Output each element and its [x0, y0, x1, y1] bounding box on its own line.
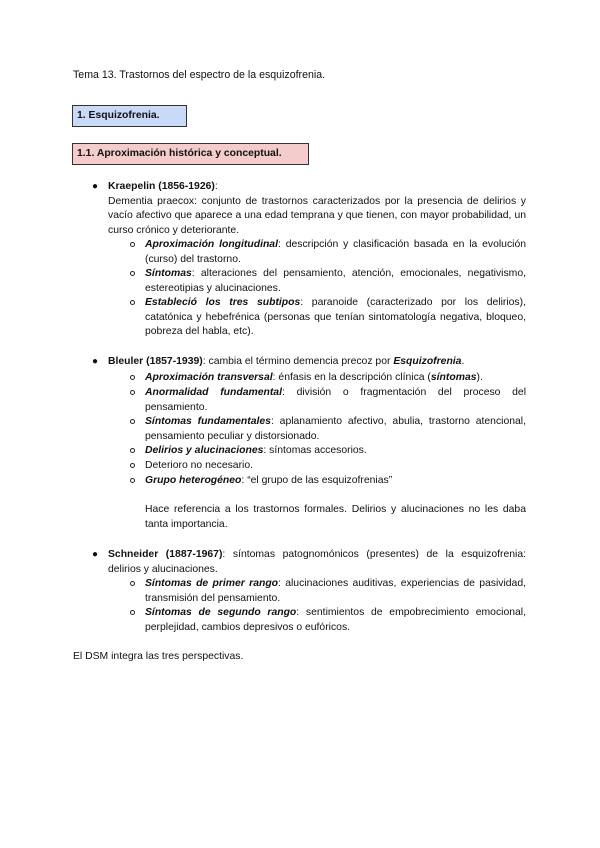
- schneider-text: : síntomas patognomónicos (presentes) de la esquizofrenia: delirios y alucinaciones.: [108, 549, 526, 575]
- topic-title: Tema 13. Trastornos del espectro de la esquizofrenia.: [73, 69, 326, 81]
- bleuler-item-2-text: : división o fragmentación del proceso del pensamiento.: [145, 387, 527, 413]
- circle-bullet-icon: [130, 610, 135, 615]
- kraepelin-section: [108, 180, 526, 238]
- kraepelin-item-3: [145, 296, 526, 340]
- bullet-icon: ●: [92, 356, 99, 367]
- bleuler-item-1-term: Aproximación transversal: [145, 372, 273, 383]
- bleuler-section: [108, 355, 526, 370]
- bleuler-item-6: [145, 474, 526, 489]
- kraepelin-description: Dementia praecox: conjunto de trastornos caracterizados por la presencia de delirios y vacío afectivo que aparece a una edad temprana y que tienen, con mayor probabilidad, un curso crónico y deteriorante.: [108, 195, 526, 236]
- bleuler-text: : cambia el término demencia precoz por: [202, 356, 394, 367]
- kraepelin-name: Kraepelin (1856-1926): [108, 181, 215, 192]
- heading-section-1-1: 1.1. Aproximación histórica y conceptual.: [72, 143, 309, 165]
- schneider-item-2: [145, 606, 526, 635]
- bleuler-item-6-text: : “el grupo de las esquizofrenias”: [241, 475, 393, 486]
- kraepelin-item-1-text: : descripción y clasificación basada en la evolución (curso) del trastorno.: [145, 239, 527, 265]
- circle-bullet-icon: [130, 300, 135, 305]
- bullet-icon: ●: [92, 181, 99, 192]
- bullet-icon: ●: [92, 549, 99, 560]
- bleuler-term: Esquizofrenia: [393, 356, 462, 367]
- schneider-item-1: [145, 577, 526, 606]
- kraepelin-item-2: [145, 267, 526, 296]
- schneider-item-1-text: : alucinaciones auditivas, experiencias de pasividad, transmisión del pensamiento.: [145, 578, 526, 604]
- bleuler-note: Hace referencia a los trastornos formales. Delirios y alucinaciones no les daba tanta importancia.: [145, 504, 526, 530]
- bleuler-item-1-end: ).: [476, 372, 483, 383]
- bleuler-item-4: [145, 444, 526, 459]
- schneider-name: Schneider (1887-1967): [108, 549, 223, 560]
- kraepelin-item-3-term: Estableció los tres subtipos: [145, 297, 301, 308]
- circle-bullet-icon: [130, 581, 135, 586]
- kraepelin-item-2-term: Síntomas: [145, 268, 192, 279]
- heading-section-1: 1. Esquizofrenia.: [72, 105, 187, 127]
- kraepelin-item-1-term: Aproximación longitudinal: [145, 239, 278, 250]
- circle-bullet-icon: [130, 419, 135, 424]
- bleuler-item-1: [145, 371, 526, 386]
- bleuler-item-1-term2: síntomas: [430, 372, 477, 383]
- bleuler-end: .: [461, 356, 465, 367]
- bleuler-item-1-text: : énfasis en la descripción clínica (: [272, 372, 431, 383]
- circle-bullet-icon: [130, 375, 135, 380]
- schneider-item-2-term: Síntomas de segundo rango: [145, 607, 297, 618]
- circle-bullet-icon: [130, 271, 135, 276]
- bleuler-item-2-term: Anormalidad fundamental: [145, 387, 282, 398]
- bleuler-name: Bleuler (1857-1939): [108, 356, 203, 367]
- bleuler-item-5: [145, 459, 526, 474]
- schneider-section: [108, 548, 526, 577]
- bleuler-item-3: [145, 415, 526, 444]
- kraepelin-item-1: [145, 238, 526, 267]
- kraepelin-name-line: [108, 180, 526, 195]
- bleuler-item-6-term: Grupo heterogéneo: [145, 475, 242, 486]
- schneider-item-1-term: Síntomas de primer rango: [145, 578, 279, 589]
- kraepelin-name-suffix: :: [214, 181, 218, 192]
- schneider-item-2-text: : sentimientos de empobrecimiento emocional, perplejidad, cambios depresivos o eufóricos.: [145, 607, 526, 633]
- kraepelin-item-3-text: : paranoide (caracterizado por los delirios), catatónica y hebefrénica (personas que tenían sintomatología negativa, bloqueo, pobreza del habla, etc).: [145, 297, 526, 338]
- bleuler-item-4-term: Delirios y alucinaciones: [145, 445, 264, 456]
- bleuler-item-3-term: Síntomas fundamentales: [145, 416, 271, 427]
- bleuler-item-3-text: : aplanamiento afectivo, abulia, trastorno atencional, pensamiento peculiar y distorsionado.: [145, 416, 526, 442]
- circle-bullet-icon: [130, 242, 135, 247]
- kraepelin-item-2-text: : alteraciones del pensamiento, atención, emocionales, negativismo, estereotipias y alucinaciones.: [145, 268, 526, 294]
- footer-note: El DSM integra las tres perspectivas.: [73, 651, 244, 662]
- circle-bullet-icon: [130, 463, 135, 468]
- circle-bullet-icon: [130, 390, 135, 395]
- circle-bullet-icon: [130, 448, 135, 453]
- bleuler-item-5-text: Deterioro no necesario.: [145, 460, 254, 471]
- bleuler-item-2: [145, 386, 526, 415]
- bleuler-item-4-text: : síntomas accesorios.: [263, 445, 367, 456]
- circle-bullet-icon: [130, 478, 135, 483]
